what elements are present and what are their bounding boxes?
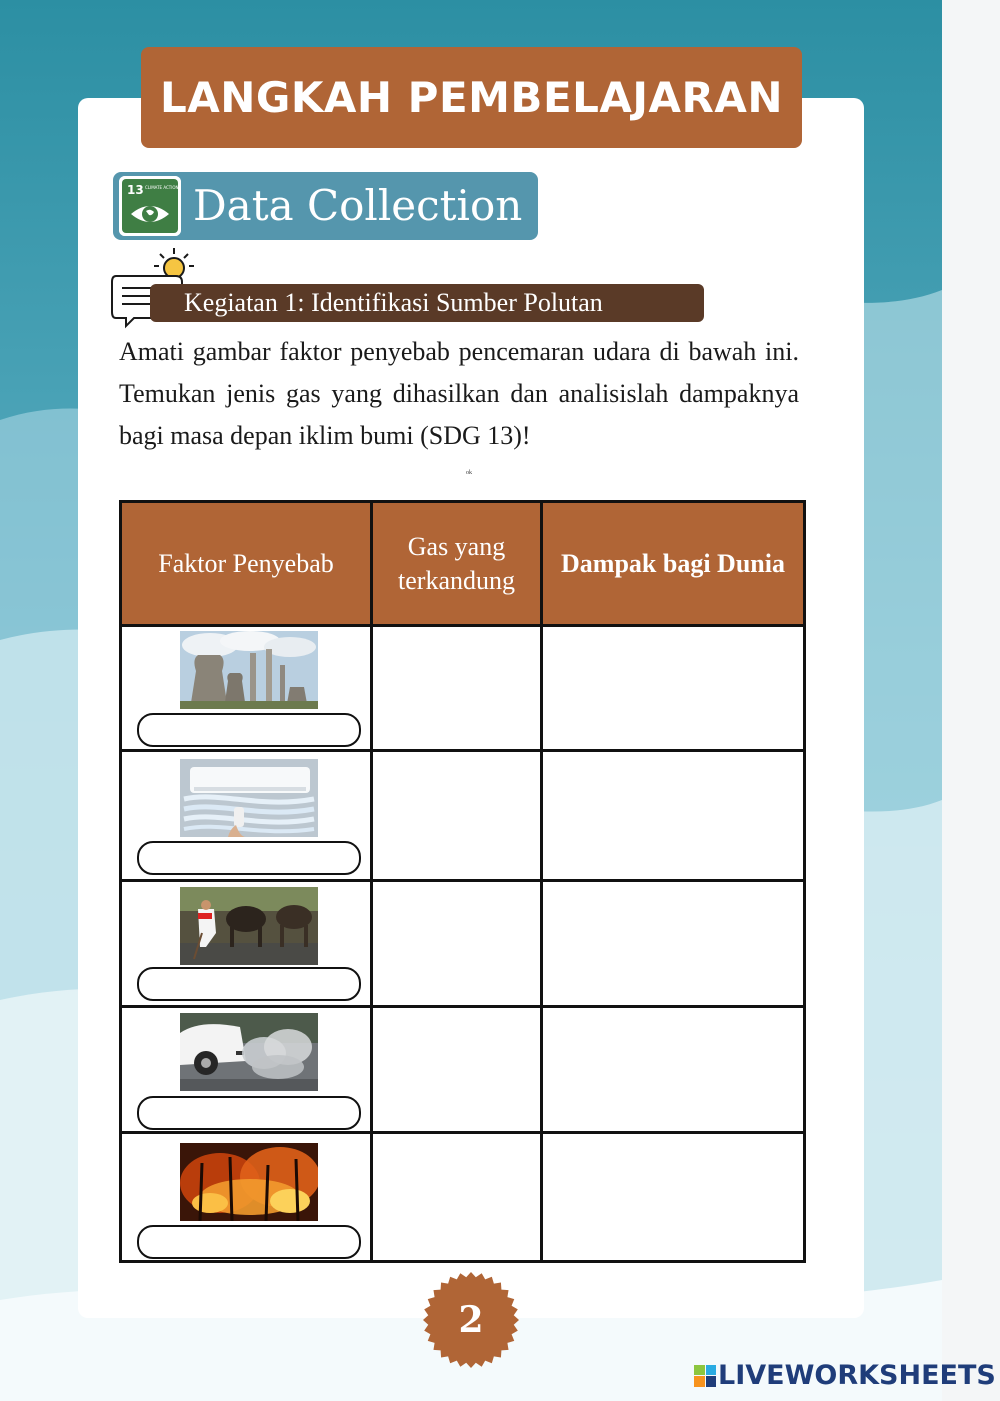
section-label bbox=[113, 172, 538, 240]
car-exhaust-smoke-image bbox=[180, 1013, 318, 1091]
sdg-13-climate-action-icon bbox=[119, 176, 181, 236]
power-plant-cooling-towers-image bbox=[180, 631, 318, 709]
row-divider bbox=[122, 879, 803, 882]
answer-field[interactable] bbox=[137, 967, 361, 1001]
answer-field[interactable] bbox=[137, 713, 361, 747]
column-header-cause: Faktor Penyebab bbox=[158, 548, 334, 578]
svg-text:CLIMATE ACTION: CLIMATE ACTION bbox=[145, 185, 179, 190]
row-divider bbox=[122, 749, 803, 752]
stray-mark: ok bbox=[466, 470, 472, 476]
row-divider bbox=[122, 1131, 803, 1134]
page-title: LANGKAH PEMBELAJARAN bbox=[159, 73, 784, 122]
liveworksheets-logo bbox=[694, 1360, 996, 1391]
answer-field[interactable] bbox=[137, 1096, 361, 1130]
row-divider bbox=[122, 1005, 803, 1008]
answer-field[interactable] bbox=[137, 841, 361, 875]
pollutant-table bbox=[119, 500, 806, 1263]
activity-label bbox=[150, 284, 704, 322]
row-divider bbox=[122, 624, 803, 627]
instructions-text: Amati gambar faktor penyebab pencemaran udara di bawah ini. Temukan jenis gas yang dihasilkan dan analisislah dampaknya bagi masa depan iklim bumi (SDG 13)! bbox=[119, 337, 799, 450]
forest-fire-image bbox=[180, 1143, 318, 1221]
page-number: 2 bbox=[458, 1299, 484, 1341]
column-header-impact: Dampak bagi Dunia bbox=[561, 548, 785, 578]
answer-field[interactable] bbox=[137, 1225, 361, 1259]
section-title: Data Collection bbox=[193, 181, 523, 230]
livestock-barn-cows-image bbox=[180, 887, 318, 965]
header-banner bbox=[141, 47, 802, 148]
activity-title: Kegiatan 1: Identifikasi Sumber Polutan bbox=[184, 288, 603, 317]
svg-text:13: 13 bbox=[127, 183, 144, 197]
liveworksheets-logo-icon bbox=[694, 1365, 716, 1387]
air-conditioner-image bbox=[180, 759, 318, 837]
brand-name: LIVEWORKSHEETS bbox=[718, 1360, 996, 1391]
column-header-gas: Gas yang terkandung bbox=[398, 531, 515, 595]
